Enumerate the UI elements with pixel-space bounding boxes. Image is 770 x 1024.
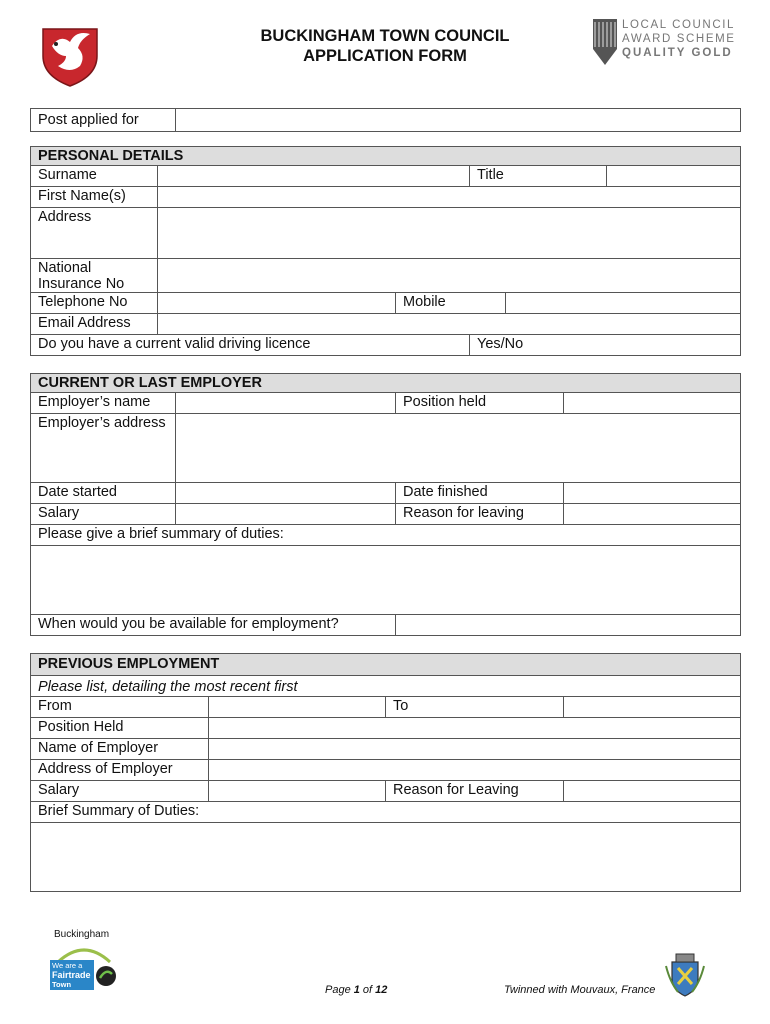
- prev-employer-address-label: Address of Employer: [38, 761, 173, 777]
- from-label: From: [38, 698, 72, 714]
- reason-leaving-input[interactable]: [563, 504, 740, 524]
- fairtrade-line-3: Town: [52, 980, 72, 989]
- employer-name-label: Employer’s name: [38, 394, 151, 410]
- prev-position-input[interactable]: [208, 718, 740, 738]
- licence-yes-no-field[interactable]: Yes/No: [469, 335, 740, 355]
- employer-name-input[interactable]: [175, 393, 395, 413]
- prev-salary-input[interactable]: [208, 781, 385, 801]
- title-input[interactable]: [606, 166, 740, 186]
- to-input[interactable]: [563, 697, 740, 717]
- telephone-label: Telephone No: [38, 294, 128, 310]
- prev-reason-leaving-label: Reason for Leaving: [385, 781, 563, 801]
- post-applied-input[interactable]: [175, 109, 740, 131]
- prev-salary-label: Salary: [38, 782, 80, 798]
- surname-input[interactable]: [157, 166, 469, 186]
- email-label: Email Address: [38, 315, 131, 331]
- prev-employer-name-label: Name of Employer: [38, 740, 159, 756]
- surname-label: Surname: [38, 167, 97, 183]
- from-input[interactable]: [208, 697, 385, 717]
- current-employer-heading: CURRENT OR LAST EMPLOYER: [38, 375, 262, 391]
- award-scheme-logo-icon: [592, 18, 618, 66]
- date-started-label: Date started: [38, 484, 117, 500]
- fairtrade-line-1: We are a: [52, 961, 83, 970]
- award-line-3: QUALITY GOLD: [622, 47, 733, 59]
- post-applied-label: Post applied for: [38, 112, 139, 128]
- date-started-input[interactable]: [175, 483, 395, 503]
- salary-input[interactable]: [175, 504, 395, 524]
- availability-input[interactable]: [395, 615, 740, 635]
- award-scheme-logo: [592, 18, 752, 70]
- first-names-input[interactable]: [157, 187, 740, 207]
- employer-address-input[interactable]: [175, 414, 740, 482]
- prev-duties-summary-label: Brief Summary of Duties:: [38, 803, 200, 819]
- ni-input[interactable]: [157, 259, 740, 292]
- duties-summary-input[interactable]: [31, 546, 740, 614]
- position-held-label: Position held: [395, 393, 563, 413]
- swan-shield-icon: [40, 26, 100, 88]
- mobile-input[interactable]: [505, 293, 740, 313]
- mobile-label: Mobile: [395, 293, 505, 313]
- address-label: Address: [38, 209, 92, 225]
- first-names-label: First Name(s): [38, 188, 126, 204]
- fairtrade-line-2: Fairtrade: [52, 970, 91, 980]
- award-line-2: AWARD SCHEME: [622, 33, 736, 45]
- page-mid: of: [359, 984, 376, 996]
- title-line-1: BUCKINGHAM TOWN COUNCIL: [260, 27, 510, 45]
- telephone-input[interactable]: [157, 293, 395, 313]
- ni-label: National Insurance No: [38, 260, 125, 292]
- prev-reason-leaving-input[interactable]: [563, 781, 740, 801]
- fairtrade-logo: [48, 942, 120, 997]
- prev-duties-summary-input[interactable]: [31, 823, 740, 891]
- to-label: To: [385, 697, 563, 717]
- date-finished-input[interactable]: [563, 483, 740, 503]
- page-number: [325, 984, 387, 996]
- award-line-1: LOCAL COUNCIL: [622, 19, 736, 31]
- prev-employer-address-input[interactable]: [208, 760, 740, 780]
- employer-address-label: Employer’s address: [38, 415, 166, 431]
- prev-employer-name-input[interactable]: [208, 739, 740, 759]
- address-input[interactable]: [157, 208, 740, 258]
- previous-employment-block: [30, 653, 741, 892]
- previous-employment-note: Please list, detailing the most recent first: [38, 679, 298, 695]
- availability-label: When would you be available for employment?: [38, 616, 339, 632]
- email-input[interactable]: [157, 314, 740, 334]
- position-held-input[interactable]: [563, 393, 740, 413]
- prev-position-label: Position Held: [38, 719, 124, 735]
- date-finished-label: Date finished: [395, 483, 563, 503]
- salary-label: Salary: [38, 505, 80, 521]
- previous-employment-heading: PREVIOUS EMPLOYMENT: [38, 656, 220, 672]
- page-total: 12: [375, 984, 388, 996]
- title-label: Title: [469, 166, 606, 186]
- personal-details-block: [30, 146, 741, 356]
- personal-details-heading: PERSONAL DETAILS: [38, 148, 184, 164]
- licence-label: Do you have a current valid driving licence: [38, 336, 311, 352]
- reason-leaving-label: Reason for leaving: [395, 504, 563, 524]
- footer-town-name: Buckingham: [54, 929, 110, 940]
- title-line-2: APPLICATION FORM: [303, 47, 467, 65]
- page-prefix: Page: [325, 984, 354, 996]
- twinned-text: Twinned with Mouvaux, France: [504, 984, 656, 996]
- duties-summary-label: Please give a brief summary of duties:: [38, 526, 284, 542]
- current-employer-block: [30, 373, 741, 636]
- mouvaux-crest-icon: [664, 952, 706, 998]
- page-current: 1: [353, 984, 360, 996]
- page-title: [200, 26, 570, 66]
- post-applied-block: [30, 108, 741, 132]
